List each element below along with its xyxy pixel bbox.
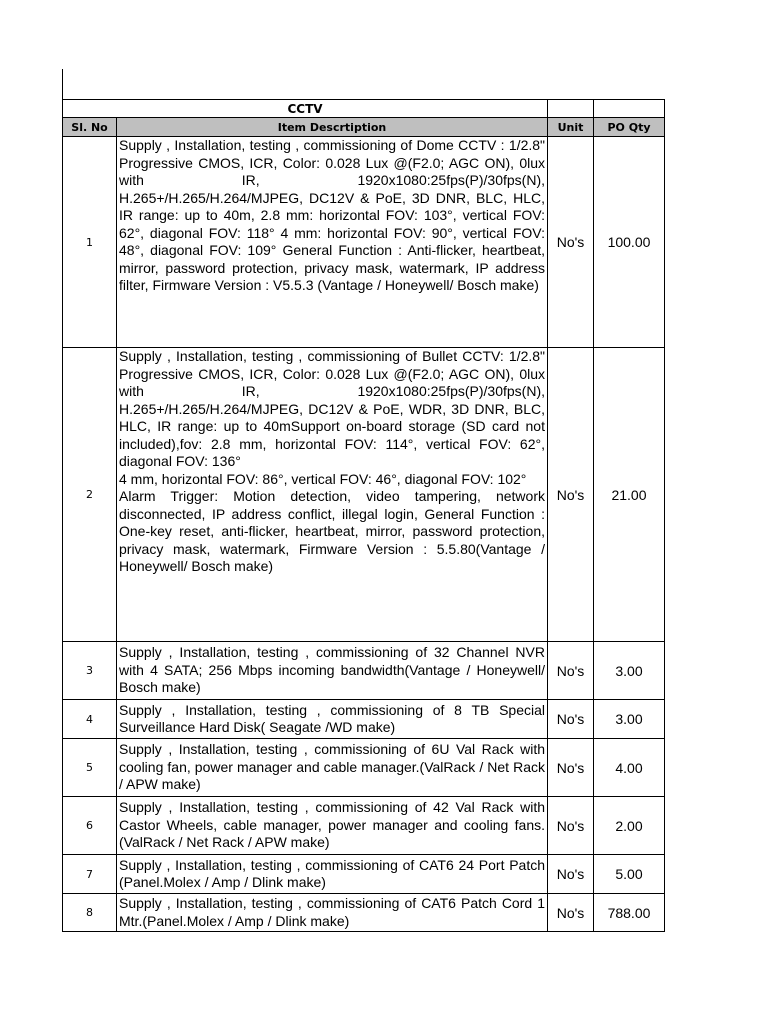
row-po-qty: 3.00 xyxy=(594,642,665,700)
row-sl-no: 5 xyxy=(63,739,117,797)
row-po-qty: 3.00 xyxy=(594,700,665,739)
row-sl-no: 6 xyxy=(63,797,117,855)
header-po-qty: PO Qty xyxy=(594,118,665,137)
row-sl-no: 4 xyxy=(63,700,117,739)
row-description: Supply , Installation, testing , commissioning of 42 Val Rack with Castor Wheels, cable manager, power manager and cooling fans.(ValRack / Net Rack / APW make) xyxy=(117,797,548,855)
sheet-left-border xyxy=(62,69,63,100)
row-unit: No's xyxy=(548,642,594,700)
title-empty-cell xyxy=(548,100,594,118)
header-unit: Unit xyxy=(548,118,594,137)
row-po-qty: 4.00 xyxy=(594,739,665,797)
cctv-boq-table xyxy=(62,99,665,932)
row-sl-no: 3 xyxy=(63,642,117,700)
row-unit: No's xyxy=(548,797,594,855)
table-row xyxy=(63,137,665,348)
table-row xyxy=(63,855,665,894)
row-sl-no: 2 xyxy=(63,348,117,642)
table-title: CCTV xyxy=(63,100,548,118)
table-row xyxy=(63,894,665,932)
row-description: Supply , Installation, testing , commissioning of Dome CCTV : 1/2.8" Progressive CMOS, ICR, Color: 0.028 Lux @(F2.0; AGC ON), 0lux with IR, 1920x1080:25fps(P)/30fps(N), H.265+/H.265/H.264/MJPEG, DC12V & PoE, 3D DNR, BLC, HLC, IR range: up to 40m, 2.8 mm: horizontal FOV: 103°, vertical FOV: 62°, diagonal FOV: 118° 4 mm: horizontal FOV: 90°, vertical FOV: 48°, diagonal FOV: 109° General Function : Anti-flicker, heartbeat, mirror, password protection, privacy mask, watermark, IP address filter, Firmware Version : V5.5.3 (Vantage / Honeywell/ Bosch make) xyxy=(117,137,548,348)
header-item-description: Item Descrtiption xyxy=(117,118,548,137)
row-description: Supply , Installation, testing , commissioning of CAT6 Patch Cord 1 Mtr.(Panel.Molex / Amp / Dlink make) xyxy=(117,894,548,932)
table-row xyxy=(63,642,665,700)
row-po-qty: 5.00 xyxy=(594,855,665,894)
row-description: Supply , Installation, testing , commissioning of 6U Val Rack with cooling fan, power manager and cable manager.(ValRack / Net Rack / APW make) xyxy=(117,739,548,797)
row-description: Supply , Installation, testing , commissioning of 8 TB Special Surveillance Hard Disk( Seagate /WD make) xyxy=(117,700,548,739)
header-row xyxy=(63,118,665,137)
row-unit: No's xyxy=(548,137,594,348)
table-title-row xyxy=(63,100,665,118)
header-sl-no: Sl. No xyxy=(63,118,117,137)
row-po-qty: 100.00 xyxy=(594,137,665,348)
title-empty-cell xyxy=(594,100,665,118)
row-po-qty: 2.00 xyxy=(594,797,665,855)
row-unit: No's xyxy=(548,700,594,739)
row-description: Supply , Installation, testing , commissioning of 32 Channel NVR with 4 SATA; 256 Mbps incoming bandwidth(Vantage / Honeywell/ Bosch make) xyxy=(117,642,548,700)
row-unit: No's xyxy=(548,739,594,797)
table-row xyxy=(63,700,665,739)
row-po-qty: 21.00 xyxy=(594,348,665,642)
table-row xyxy=(63,348,665,642)
row-unit: No's xyxy=(548,855,594,894)
row-unit: No's xyxy=(548,348,594,642)
row-description: Supply , Installation, testing , commissioning of Bullet CCTV: 1/2.8" Progressive CMOS, ICR, Color: 0.028 Lux @(F2.0; AGC ON), 0lux with IR, 1920x1080:25fps(P)/30fps(N), H.265+/H.265/H.264/MJPEG, DC12V & PoE, WDR, 3D DNR, BLC, HLC, IR range: up to 40mSupport on-board storage (SD card not included),fov: 2.8 mm, horizontal FOV: 114°, vertical FOV: 62°, diagonal FOV: 136° 4 mm, horizontal FOV: 86°, vertical FOV: 46°, diagonal FOV: 102° Alarm Trigger: Motion detection, video tampering, network disconnected, IP address conflict, illegal login, General Function : One-key reset, anti-flicker, heartbeat, mirror, password protection, privacy mask, watermark, Firmware Version : 5.5.80(Vantage / Honeywell/ Bosch make) xyxy=(117,348,548,642)
table-row xyxy=(63,797,665,855)
row-po-qty: 788.00 xyxy=(594,894,665,932)
row-sl-no: 8 xyxy=(63,894,117,932)
table-row xyxy=(63,739,665,797)
row-sl-no: 1 xyxy=(63,137,117,348)
row-description: Supply , Installation, testing , commissioning of CAT6 24 Port Patch (Panel.Molex / Amp / Dlink make) xyxy=(117,855,548,894)
row-sl-no: 7 xyxy=(63,855,117,894)
row-unit: No's xyxy=(548,894,594,932)
